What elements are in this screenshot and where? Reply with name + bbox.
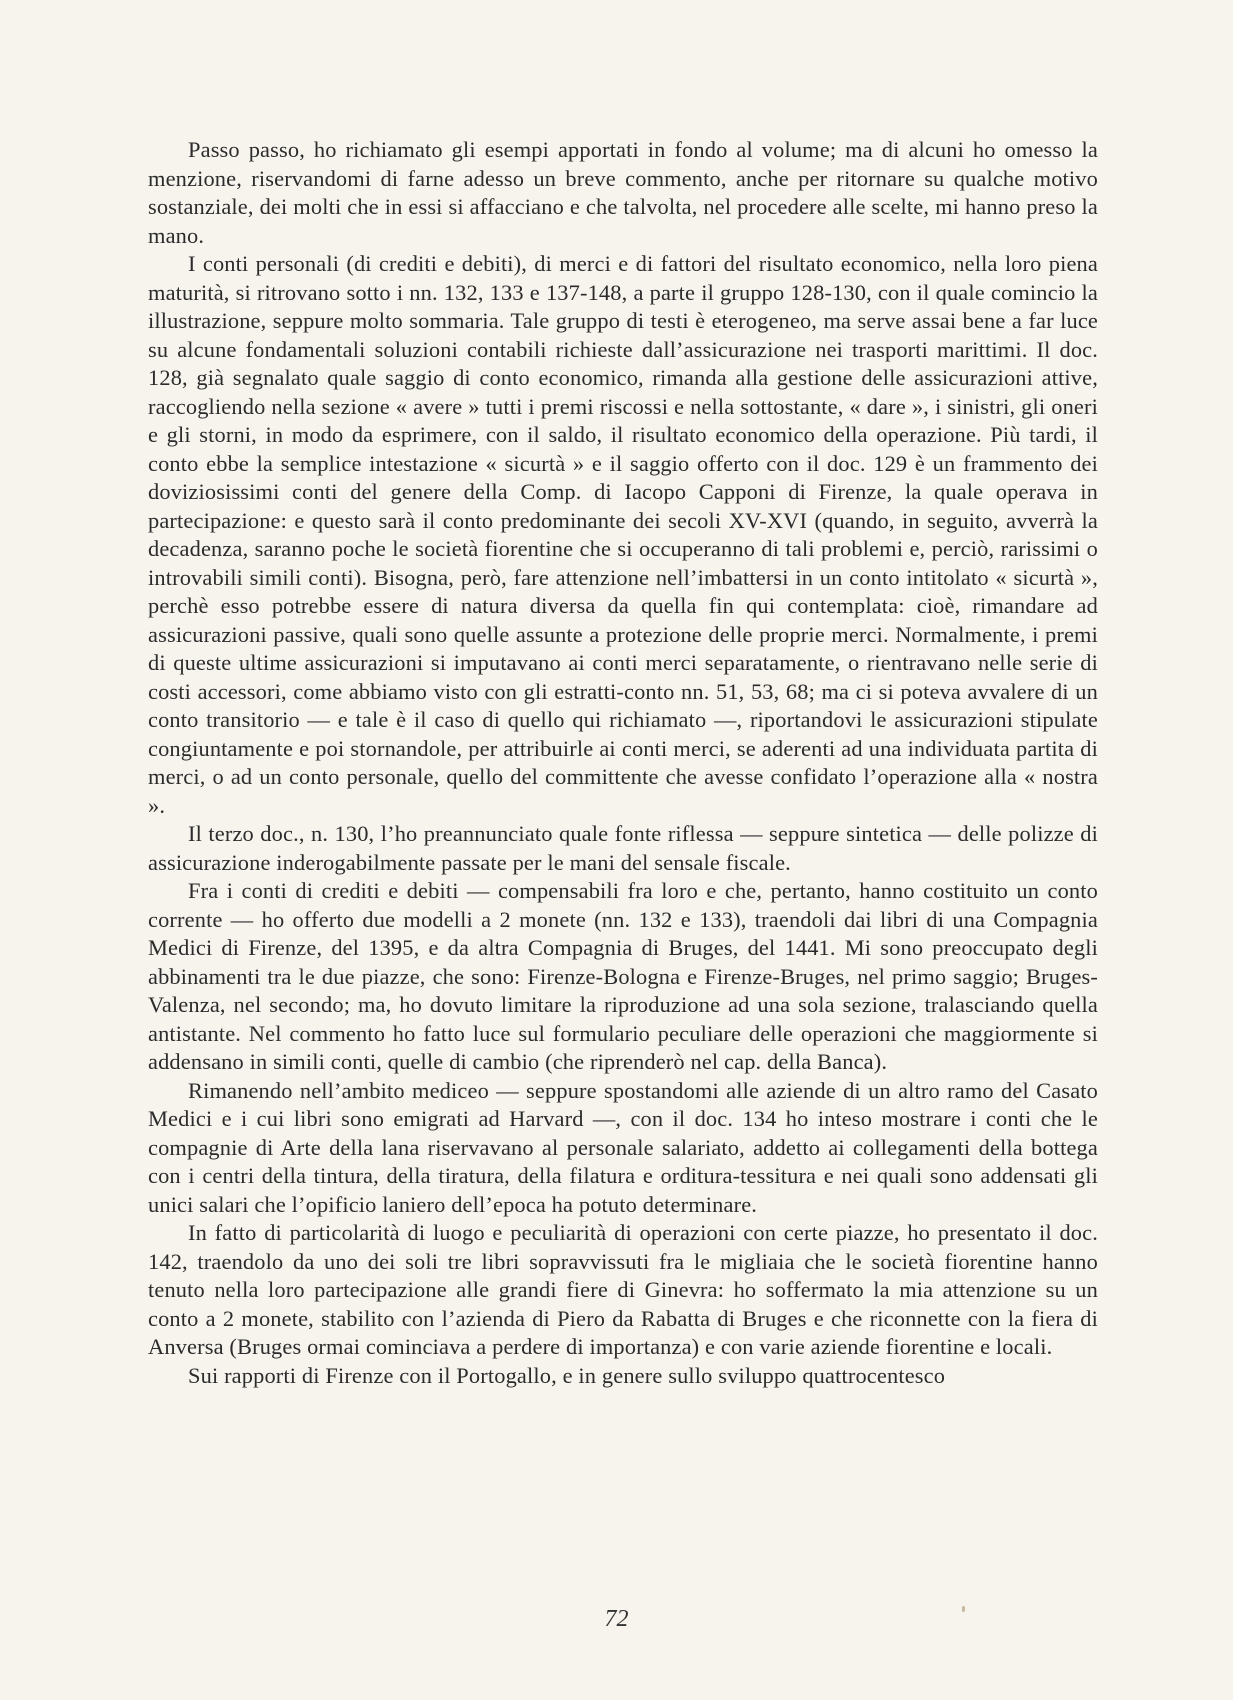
body-text	[148, 136, 1098, 1390]
paragraph-1: Passo passo, ho richiamato gli esempi apportati in fondo al volume; ma di alcuni ho omesso la menzione, riservandomi di farne adesso un breve commento, anche per ritornare su qualche motivo sostanziale, dei molti che in essi si affacciano e che talvolta, nel procedere alle scelte, mi hanno preso la mano.	[148, 137, 1098, 248]
paper-speck	[962, 1606, 965, 1612]
paragraph-7: Sui rapporti di Firenze con il Portogallo, e in genere sullo sviluppo quattrocentesco	[188, 1362, 946, 1388]
paragraph-4: Fra i conti di crediti e debiti — compensabili fra loro e che, pertanto, hanno costituito un conto corrente — ho offerto due modelli a 2 monete (nn. 132 e 133), traendoli dai libri di una Compagnia Medici di Firenze, del 1395, e da altra Compagnia di Bruges, del 1441. Mi sono preoccupato degli abbinamenti tra le due piazze, che sono: Firenze-Bologna e Firenze-Bruges, nel primo saggio; Bruges-Valenza, nel secondo; ma, ho dovuto limitare la riproduzione ad una sola sezione, tralasciando quella antistante. Nel commento ho fatto luce sul formulario peculiare delle operazioni che maggiormente si addensano in simili conti, quelle di cambio (che riprenderò nel cap. della Banca).	[148, 878, 1098, 1074]
paragraph-5: Rimanendo nell’ambito mediceo — seppure spostandomi alle aziende di un altro ramo del Casato Medici e i cui libri sono emigrati ad Harvard —, con il doc. 134 ho inteso mostrare i conti che le compagnie di Arte della lana riservavano al personale salariato, addetto ai collegamenti della bottega con i centri della tintura, della tiratura, della filatura e orditura-tessitura e nei quali sono addensati gli unici salari che l’opificio laniero dell’epoca ha potuto determinare.	[148, 1077, 1098, 1217]
page-number: 72	[604, 1606, 629, 1632]
paragraph-6: In fatto di particolarità di luogo e peculiarità di operazioni con certe piazze, ho presentato il doc. 142, traendolo da uno dei soli tre libri sopravvissuti fra le migliaia che le società fiorentine hanno tenuto nella loro partecipazione alle grandi fiere di Ginevra: ho soffermato la mia attenzione su un conto a 2 monete, stabilito con l’azienda di Piero da Rabatta di Bruges e che riconnette con la fiera di Anversa (Bruges ormai cominciava a perdere di importanza) e con varie aziende fiorentine e locali.	[148, 1220, 1098, 1359]
paragraph-3: Il terzo doc., n. 130, l’ho preannunciato quale fonte riflessa — seppure sintetica — delle polizze di assicurazione inderogabilmente passate per le mani del sensale fiscale.	[148, 821, 1098, 875]
paragraph-2: I conti personali (di crediti e debiti), di merci e di fattori del risultato economico, nella loro piena maturità, si ritrovano sotto i nn. 132, 133 e 137-148, a parte il gruppo 128-130, con il quale comincio la illustrazione, seppure molto sommaria. Tale gruppo di testi è eterogeneo, ma serve assai bene a far luce su alcune fondamentali soluzioni contabili richieste dall’assicurazione nei trasporti marittimi. Il doc. 128, già segnalato quale saggio di conto economico, rimanda alla gestione delle assicurazioni attive, raccogliendo nella sezione « avere » tutti i premi riscossi e nella sottostante, « dare », i sinistri, gli oneri e gli storni, in modo da esprimere, con il saldo, il risultato economico della operazione. Più tardi, il conto ebbe la semplice intestazione « sicurtà » e il saggio offerto con il doc. 129 è un frammento dei doviziosissimi conti del genere della Comp. di Iacopo Capponi di Firenze, la quale operava in partecipazione: e questo sarà il conto predominante dei secoli XV-XVI (quando, in seguito, avverrà la decadenza, saranno poche le società fiorentine che si occuperanno di tali problemi e, perciò, rarissimi o introvabili simili conti). Bisogna, però, fare attenzione nell’imbattersi in un conto intitolato « sicurtà », perchè esso potrebbe essere di natura diversa da quella fin qui contemplata: cioè, rimandare ad assicurazioni passive, quali sono quelle assunte a protezione delle proprie merci. Normalmente, i premi di queste ultime assicurazioni si imputavano ai conti merci separatamente, o rientravano nelle serie di costi accessori, come abbiamo visto con gli estratti-conto nn. 51, 53, 68; ma ci si poteva avvalere di un conto transitorio — e tale è il caso di quello qui richiamato —, riportandovi le assicurazioni stipulate congiuntamente e poi stornandole, per attribuirle ai conti merci, se aderenti ad una individuata partita di merci, o ad un conto personale, quello del committente che avesse confidato l’operazione alla « nostra ».	[148, 251, 1098, 818]
